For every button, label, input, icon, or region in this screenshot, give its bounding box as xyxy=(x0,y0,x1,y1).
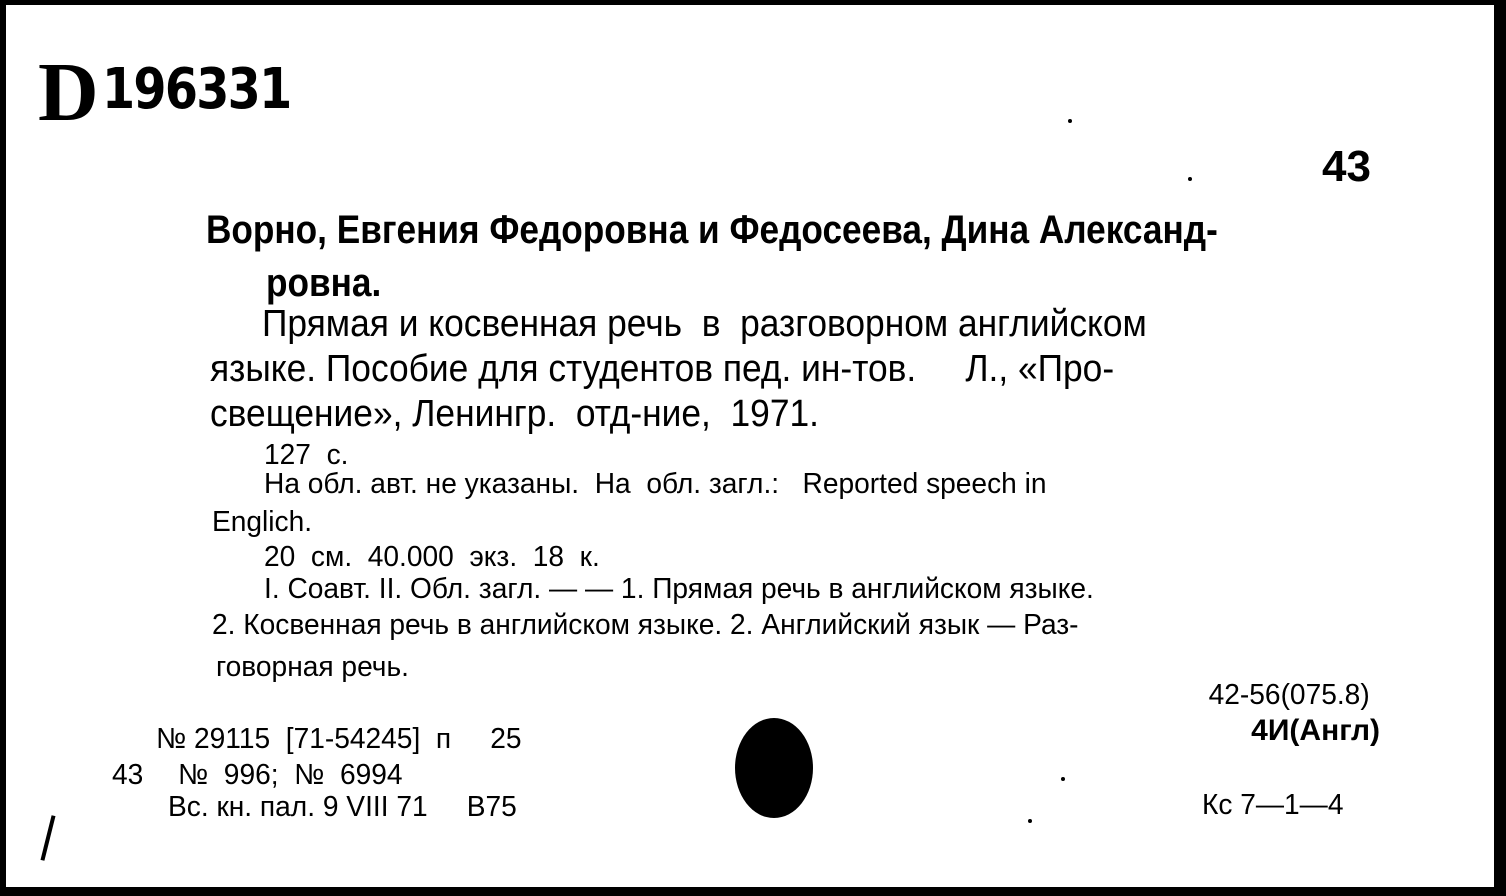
punch-hole xyxy=(735,718,813,818)
subjects-line-3: говорная речь. xyxy=(216,651,409,683)
note-line-1: На обл. авт. не указаны. На обл. загл.: Reported speech in xyxy=(264,468,1047,500)
class-number: 43 xyxy=(1322,142,1371,191)
subjects-line-2: 2. Косвенная речь в английском языке. 2. Английский язык — Раз- xyxy=(212,609,1079,641)
size-and-print: 20 см. 40.000 экз. 18 к. xyxy=(264,541,600,573)
note-line-2: Englich. xyxy=(212,506,313,538)
speck xyxy=(1188,177,1192,181)
speck xyxy=(1061,777,1065,781)
order-number: № 29115 [71-54245] п 25 xyxy=(156,723,522,755)
record-prefix: 43 xyxy=(112,759,144,791)
pen-mark xyxy=(40,815,55,861)
inventory-number: 196331 xyxy=(102,57,291,122)
classification-bbk: 4И(Англ) xyxy=(1251,714,1380,747)
record-numbers: № 996; № 6994 xyxy=(178,759,403,791)
pages: 127 с. xyxy=(264,439,349,471)
author-line-2: ровна. xyxy=(266,261,382,305)
title-line-2: языке. Пособие для студентов пед. ин-тов. Л., «Про- xyxy=(210,348,1115,390)
stamp-letter: D xyxy=(38,46,99,139)
price-code: Кс 7—1—4 xyxy=(1202,789,1344,821)
book-chamber-line: Вс. кн. пал. 9 VIII 71 В75 xyxy=(168,791,517,823)
speck xyxy=(1068,119,1072,123)
title-line-3: свещение», Ленингр. отд-ние, 1971. xyxy=(210,393,819,435)
speck xyxy=(1028,819,1032,823)
subjects-line-1: I. Соавт. II. Обл. загл. — — 1. Прямая речь в английском языке. xyxy=(264,573,1094,605)
author-line-1: Ворно, Евгения Федоровна и Федосеева, Дина Александ- xyxy=(206,208,1218,252)
title-line-1: Прямая и косвенная речь в разговорном английском xyxy=(262,303,1147,345)
classification-udc: 42-56(075.8) xyxy=(1208,679,1370,711)
